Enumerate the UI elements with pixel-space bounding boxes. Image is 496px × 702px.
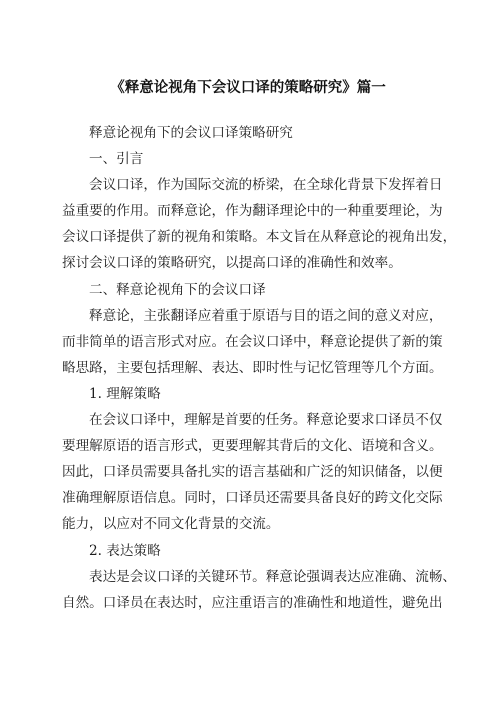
body-line: 表达是会议口译的关键环节。释意论强调表达应准确、流畅、 — [89, 568, 457, 585]
body-line: 2. 表达策略 — [89, 542, 161, 559]
body-line: 会议口译，作为国际交流的桥梁，在全球化背景下发挥着日 — [89, 177, 443, 194]
body-line: 在会议口译中，理解是首要的任务。释意论要求口译员不仅 — [89, 412, 443, 429]
body-line: 而非简单的语言形式对应。在会议口译中，释意论提供了新的策 — [62, 333, 443, 350]
body-line: 略思路，主要包括理解、表达、即时性与记忆管理等几个方面。 — [62, 359, 443, 376]
body-line: 释意论视角下的会议口译策略研究 — [89, 125, 293, 141]
body-line: 因此，口译员需要具备扎实的语言基础和广泛的知识储备，以便 — [62, 464, 443, 481]
body-line: 会议口译提供了新的视角和策略。本文旨在从释意论的视角出发， — [62, 229, 457, 246]
body-line: 探讨会议口译的策略研究，以提高口译的准确性和效率。 — [62, 255, 402, 272]
document-title: 《释意论视角下会议口译的策略研究》篇一 — [110, 80, 386, 96]
body-line: 一、引言 — [89, 151, 144, 168]
body-line: 1. 理解策略 — [89, 385, 161, 402]
body-line: 能力，以应对不同文化背景的交流。 — [62, 516, 280, 533]
document-body — [62, 120, 457, 616]
body-line: 益重要的作用。而释意论，作为翻译理论中的一种重要理论，为 — [62, 203, 443, 220]
body-line: 自然。口译员在表达时，应注重语言的准确性和地道性，避免出 — [62, 594, 443, 611]
body-line: 准确理解原语信息。同时，口译员还需要具备良好的跨文化交际 — [62, 490, 443, 507]
body-line: 释意论，主张翻译应着重于原语与目的语之间的意义对应， — [89, 307, 443, 324]
body-line: 要理解原语的语言形式，更要理解其背后的文化、语境和含义。 — [62, 438, 443, 455]
body-line: 二、释意论视角下的会议口译 — [89, 281, 266, 298]
